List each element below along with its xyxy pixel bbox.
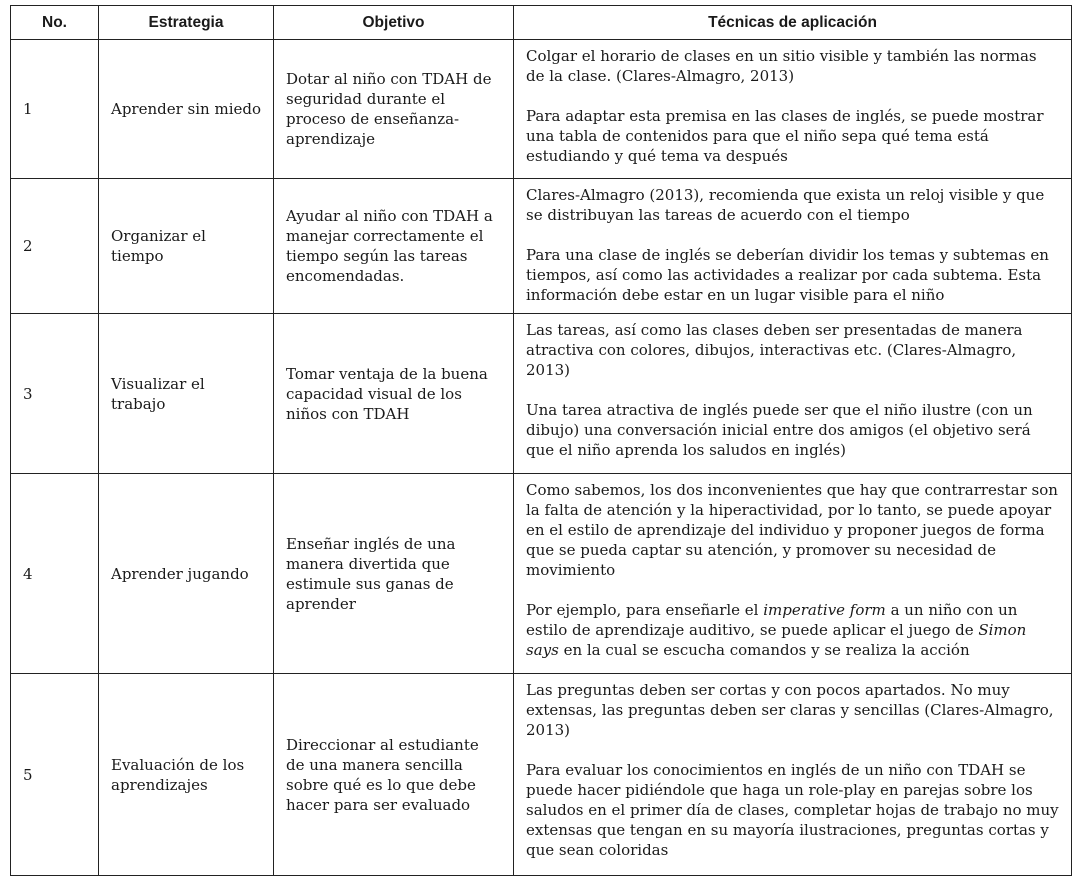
technique-text: Para una clase de inglés se deberían dividir los temas y subtemas en tiempos, así como las actividades a realizar por cada subtema. Esta información debe estar en un lugar visible para el niño	[526, 246, 1049, 304]
example-term: imperative form	[763, 601, 886, 619]
technique-text: Para adaptar esta premisa en las clases de inglés, se puede mostrar una tabla de contenidos para que el niño sepa qué tema está estudiando y qué tema va después	[526, 107, 1044, 165]
row-number: 5	[11, 674, 99, 876]
row-strategy: Aprender sin miedo	[99, 40, 274, 179]
header-strategy: Estrategia	[99, 6, 274, 40]
row-strategy: Organizar el tiempo	[99, 179, 274, 314]
row-strategy: Evaluación de los aprendizajes	[99, 674, 274, 876]
table-row	[11, 314, 1072, 474]
row-objective: Ayudar al niño con TDAH a manejar correctamente el tiempo según las tareas encomendadas.	[274, 179, 514, 314]
technique-text: Como sabemos, los dos inconvenientes que hay que contrarrestar son la falta de atención y la hiperactividad, por lo tanto, se puede apoyar en el estilo de aprendizaje del individuo y proponer juegos de forma que se pueda captar su atención, y promover su necesidad de movimiento	[526, 481, 1058, 579]
technique-text: Colgar el horario de clases en un sitio visible y también las normas de la clase. (Clares-Almagro, 2013)	[526, 47, 1037, 85]
row-number: 1	[11, 40, 99, 179]
row-objective: Dotar al niño con TDAH de seguridad durante el proceso de enseñanza-aprendizaje	[274, 40, 514, 179]
table-row	[11, 474, 1072, 674]
row-number: 4	[11, 474, 99, 674]
technique-text: Para evaluar los conocimientos en inglés de un niño con TDAH se puede hacer pidiéndole que haga un role-play en parejas sobre los saludos en el primer día de clases, completar hojas de trabajo no muy extensas que tengan en su mayoría ilustraciones, preguntas cortas y que sean coloridas	[526, 761, 1059, 859]
example-term: Simon says	[526, 621, 1027, 659]
row-techniques	[514, 179, 1072, 314]
table-row	[11, 674, 1072, 876]
table-row	[11, 179, 1072, 314]
row-number: 2	[11, 179, 99, 314]
row-objective: Tomar ventaja de la buena capacidad visual de los niños con TDAH	[274, 314, 514, 474]
example-text: en la cual se escucha comandos y se realiza la acción	[558, 641, 970, 659]
table-row	[11, 40, 1072, 179]
row-techniques	[514, 474, 1072, 674]
table-header-row	[11, 6, 1072, 40]
technique-example	[526, 600, 1059, 660]
example-text: a un niño con un estilo de aprendizaje auditivo, se puede aplicar el juego de	[526, 601, 1018, 639]
row-techniques	[514, 314, 1072, 474]
header-no: No.	[11, 6, 99, 40]
row-objective: Enseñar inglés de una manera divertida que estimule sus ganas de aprender	[274, 474, 514, 674]
row-techniques	[514, 674, 1072, 876]
technique-text: Las preguntas deben ser cortas y con pocos apartados. No muy extensas, las preguntas deben ser claras y sencillas (Clares-Almagro, 2013)	[526, 681, 1054, 739]
row-strategy: Visualizar el trabajo	[99, 314, 274, 474]
header-objective: Objetivo	[274, 6, 514, 40]
technique-text: Clares-Almagro (2013), recomienda que exista un reloj visible y que se distribuyan las tareas de acuerdo con el tiempo	[526, 186, 1045, 224]
strategies-table	[10, 5, 1072, 876]
row-techniques	[514, 40, 1072, 179]
technique-text: Las tareas, así como las clases deben ser presentadas de manera atractiva con colores, dibujos, interactivas etc. (Clares-Almagro, 2013)	[526, 321, 1023, 379]
row-objective: Direccionar al estudiante de una manera sencilla sobre qué es lo que debe hacer para ser evaluado	[274, 674, 514, 876]
header-techniques: Técnicas de aplicación	[514, 6, 1072, 40]
technique-text: Una tarea atractiva de inglés puede ser que el niño ilustre (con un dibujo) una conversación inicial entre dos amigos (el objetivo será que el niño aprenda los saludos en inglés)	[526, 401, 1033, 459]
row-number: 3	[11, 314, 99, 474]
row-strategy: Aprender jugando	[99, 474, 274, 674]
example-text: Por ejemplo, para enseñarle el	[526, 601, 764, 619]
